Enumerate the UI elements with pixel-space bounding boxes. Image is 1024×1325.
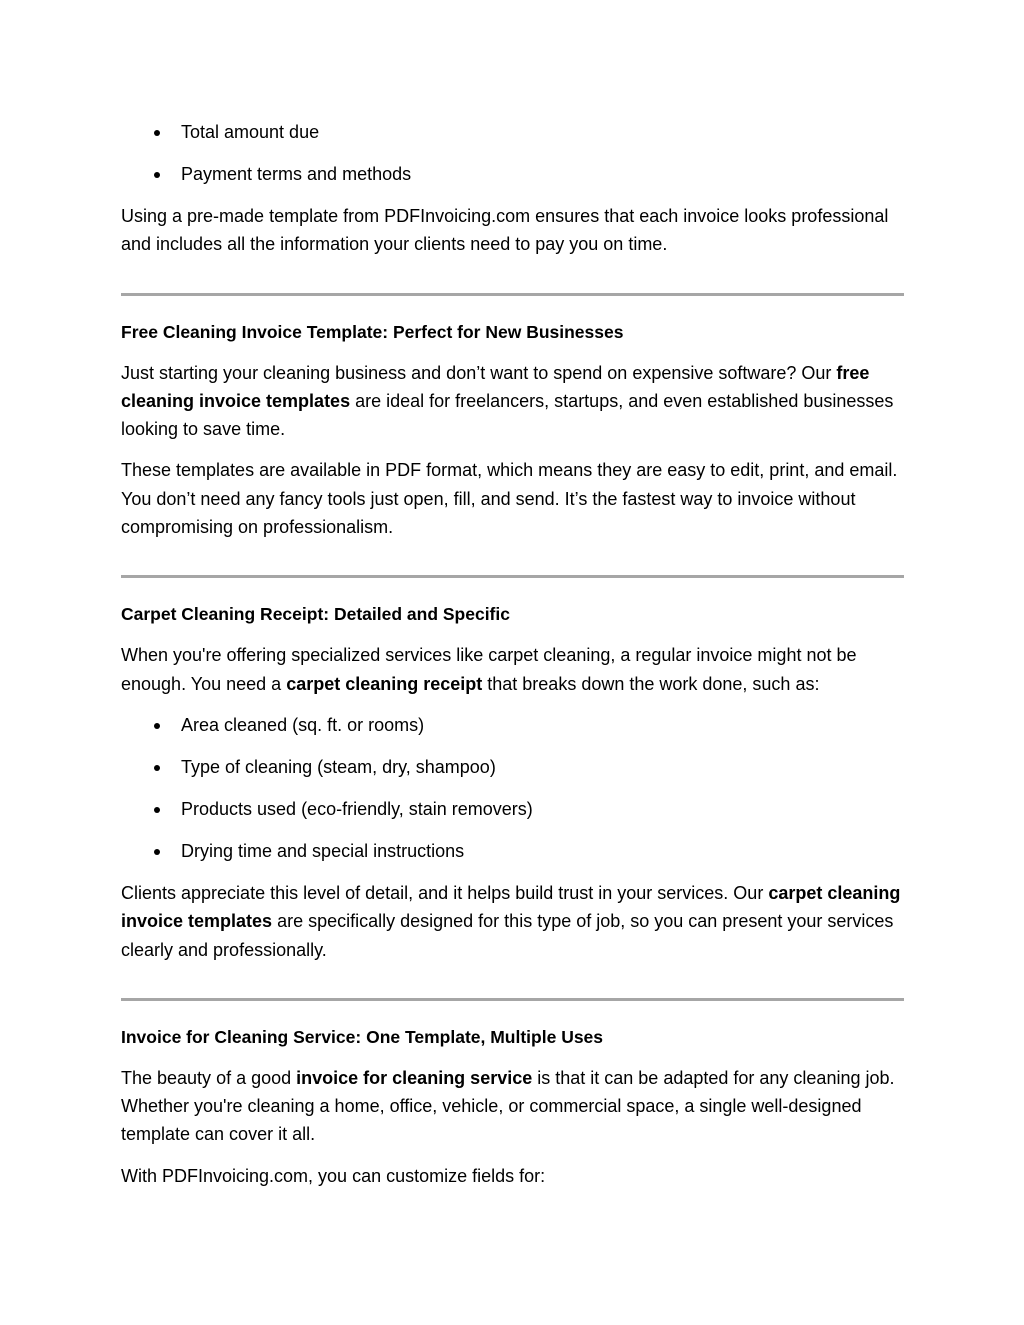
section-divider <box>121 575 904 578</box>
list-item: Payment terms and methods <box>121 160 904 188</box>
section-divider <box>121 998 904 1001</box>
text-run: The beauty of a good <box>121 1067 297 1088</box>
paragraph <box>121 641 904 698</box>
text-run: that breaks down the work done, such as: <box>482 673 820 694</box>
list-item: Products used (eco-friendly, stain removers) <box>121 795 904 823</box>
text-run: Just starting your cleaning business and don’t want to spend on expensive software? Our <box>121 362 837 383</box>
bold-text: invoice for cleaning service <box>296 1067 533 1088</box>
intro-paragraph: Using a pre-made template from PDFInvoicing.com ensures that each invoice looks professional and includes all the information your clients need to pay you on time. <box>121 206 889 255</box>
section-heading: Carpet Cleaning Receipt: Detailed and Specific <box>121 604 510 625</box>
section-heading: Free Cleaning Invoice Template: Perfect for New Businesses <box>121 321 624 342</box>
top-bullet-list <box>121 118 904 188</box>
bold-text: carpet cleaning invoice templates <box>121 882 901 932</box>
bold-text: carpet cleaning receipt <box>286 673 483 694</box>
text-run: is that it can be adapted for any cleaning job. Whether you're cleaning a home, office, vehicle, or commercial space, a single well-designed template can cover it all. <box>121 1067 895 1145</box>
bold-text: free cleaning invoice templates <box>121 362 870 411</box>
paragraph: With PDFInvoicing.com, you can customize fields for: <box>121 1165 546 1186</box>
section-free-templates <box>121 318 904 542</box>
document-page <box>121 118 904 1203</box>
section-cleaning-service <box>121 1023 904 1190</box>
section-divider <box>121 293 904 296</box>
list-item: Area cleaned (sq. ft. or rooms) <box>121 711 904 739</box>
paragraph <box>121 359 904 444</box>
text-run: are ideal for freelancers, startups, and even established businesses looking to save time. <box>121 390 894 440</box>
paragraph <box>121 1064 904 1149</box>
list-item: Drying time and special instructions <box>121 837 904 865</box>
section-carpet-receipt <box>121 600 904 963</box>
text-run: Clients appreciate this level of detail, and it helps build trust in your services. Our <box>121 882 769 903</box>
paragraph: These templates are available in PDF format, which means they are easy to edit, print, and email. You don’t need any fancy tools just open, fill, and send. It’s the fastest way to invoice without compromising on professionalism. <box>121 460 898 538</box>
list-item: Type of cleaning (steam, dry, shampoo) <box>121 753 904 781</box>
section-heading: Invoice for Cleaning Service: One Template, Multiple Uses <box>121 1026 604 1047</box>
carpet-bullet-list <box>121 711 904 865</box>
list-item: Total amount due <box>121 118 904 146</box>
text-run: When you're offering specialized services like carpet cleaning, a regular invoice might not be enough. You need a <box>121 645 857 694</box>
paragraph <box>121 879 904 964</box>
text-run: are specifically designed for this type of job, so you can present your services clearly and professionally. <box>121 911 894 960</box>
